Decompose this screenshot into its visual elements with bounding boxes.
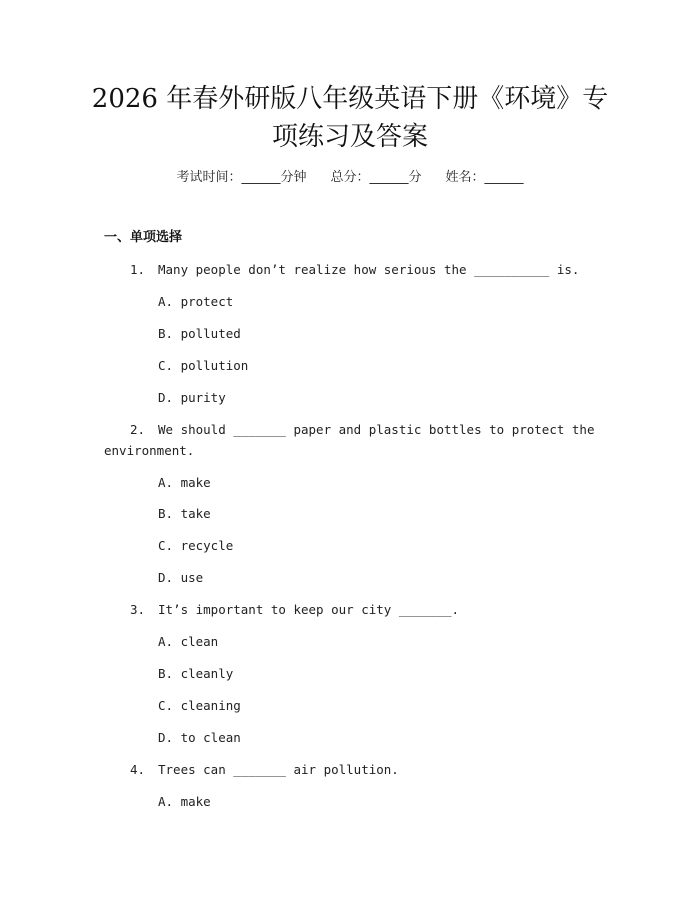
page-title-line-1: 2026 年春外研版八年级英语下册《环境》专 <box>91 84 609 114</box>
option-c: C. pollution <box>158 358 249 373</box>
question-text: It’s important to keep our city _______. <box>158 602 460 617</box>
exam-time-label: 考试时间：______分钟 <box>176 170 307 185</box>
option-d: D. to clean <box>158 730 241 745</box>
option-b: B. take <box>158 506 211 521</box>
option-b: B. cleanly <box>158 666 234 681</box>
page-title-line-2: 项练习及答案 <box>271 122 428 152</box>
option-b: B. polluted <box>158 326 241 341</box>
total-score-label: 总分：______分 <box>330 170 422 185</box>
question-number: 2. <box>130 422 146 437</box>
question-text: Trees can _______ air pollution. <box>158 762 399 777</box>
question-number: 1. <box>130 262 146 277</box>
option-d: D. use <box>158 570 204 585</box>
option-c: C. recycle <box>158 538 234 553</box>
question-text: We should _______ paper and plastic bottles to protect the <box>158 422 595 437</box>
exam-meta <box>0 168 700 188</box>
question-text: Many people don’t realize how serious the __________ is. <box>158 262 580 277</box>
option-a: A. make <box>158 475 211 490</box>
option-a: A. clean <box>158 634 219 649</box>
question-text-continued: environment. <box>104 443 195 458</box>
name-label: 姓名：______ <box>445 170 524 185</box>
option-a: A. make <box>158 794 211 809</box>
question-number: 3. <box>130 602 146 617</box>
option-c: C. cleaning <box>158 698 241 713</box>
section-heading: 一、单项选择 <box>104 230 183 245</box>
option-a: A. protect <box>158 294 234 309</box>
question-number: 4. <box>130 762 146 777</box>
option-d: D. purity <box>158 390 226 405</box>
